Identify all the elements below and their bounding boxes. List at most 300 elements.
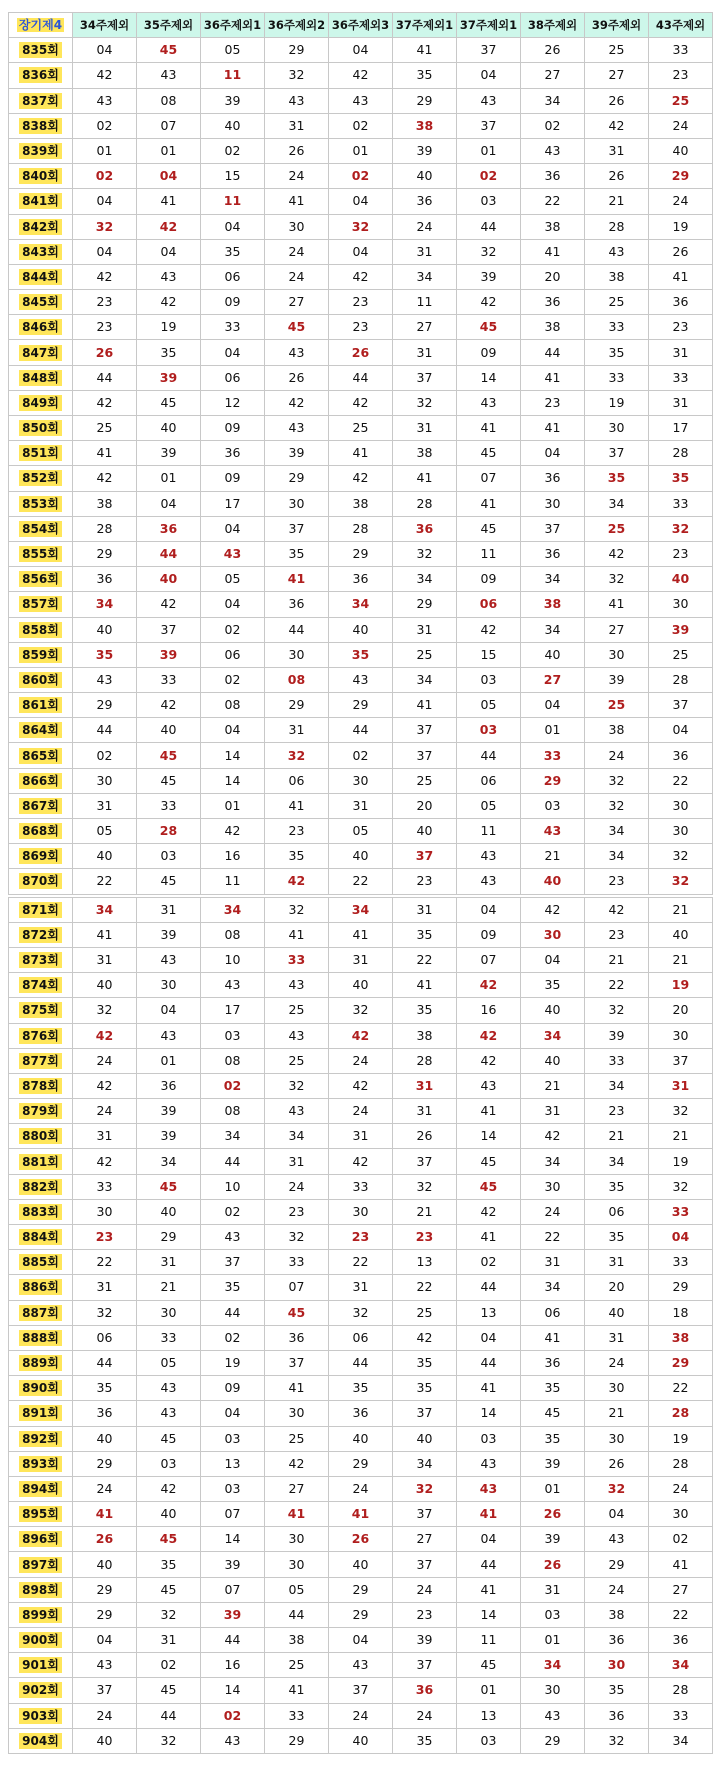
number-cell-highlighted: 02 [457,164,521,189]
number-cell: 34 [585,491,649,516]
round-label: 892회 [19,1431,62,1447]
number-cell: 32 [585,793,649,818]
number-cell: 32 [265,1073,329,1098]
number-cell: 35 [137,1552,201,1577]
round-label: 847회 [19,345,62,361]
number-cell: 40 [329,617,393,642]
number-cell: 44 [265,617,329,642]
number-cell: 31 [585,1250,649,1275]
number-cell-highlighted: 23 [393,1225,457,1250]
number-cell: 04 [137,491,201,516]
round-cell [9,491,73,516]
table-row [9,1502,713,1527]
number-cell: 35 [393,922,457,947]
number-cell: 26 [265,138,329,163]
number-cell: 42 [585,541,649,566]
number-cell: 30 [649,819,713,844]
number-cell: 39 [201,88,265,113]
number-cell: 02 [137,1653,201,1678]
number-cell: 36 [73,567,137,592]
number-cell: 39 [585,1023,649,1048]
number-cell: 01 [201,793,265,818]
table-row [9,1023,713,1048]
round-label: 883회 [19,1204,62,1220]
number-cell: 38 [73,491,137,516]
number-cell-highlighted: 03 [457,718,521,743]
number-cell: 36 [265,592,329,617]
column-header: 36주제외3 [329,13,393,38]
number-cell: 40 [585,1300,649,1325]
number-cell-highlighted: 45 [265,1300,329,1325]
number-cell: 02 [73,113,137,138]
number-cell-highlighted: 42 [73,1023,137,1048]
number-cell-highlighted: 25 [649,88,713,113]
number-cell: 02 [73,743,137,768]
round-cell [9,1073,73,1098]
number-cell: 23 [73,290,137,315]
number-cell: 37 [457,38,521,63]
number-cell-highlighted: 32 [649,869,713,894]
number-cell-highlighted: 26 [329,340,393,365]
number-cell: 43 [457,1451,521,1476]
number-cell: 43 [457,1073,521,1098]
number-cell: 36 [521,541,585,566]
number-cell: 35 [585,1225,649,1250]
exclusion-table-part1 [8,12,713,895]
table-row [9,38,713,63]
number-cell: 36 [521,466,585,491]
number-cell: 39 [521,1451,585,1476]
number-cell: 34 [585,1073,649,1098]
number-cell: 29 [329,693,393,718]
round-cell [9,998,73,1023]
number-cell: 41 [265,1678,329,1703]
number-cell: 06 [521,1300,585,1325]
number-cell: 31 [73,947,137,972]
number-cell: 25 [649,642,713,667]
table-row [9,718,713,743]
round-cell [9,947,73,972]
table-row [9,541,713,566]
number-cell: 33 [649,1703,713,1728]
number-cell-highlighted: 26 [521,1502,585,1527]
number-cell: 03 [457,1728,521,1753]
number-cell-highlighted: 38 [521,592,585,617]
number-cell: 24 [393,1703,457,1728]
round-label: 855회 [19,546,62,562]
number-cell-highlighted: 26 [329,1527,393,1552]
number-cell-highlighted: 33 [265,947,329,972]
table-row [9,239,713,264]
number-cell: 44 [457,1350,521,1375]
table-row [9,998,713,1023]
number-cell: 42 [329,264,393,289]
number-cell: 35 [393,1728,457,1753]
number-cell: 08 [201,693,265,718]
number-cell: 23 [265,1199,329,1224]
number-cell: 31 [265,113,329,138]
number-cell: 43 [329,1653,393,1678]
number-cell: 27 [585,63,649,88]
number-cell: 29 [329,1577,393,1602]
round-cell [9,793,73,818]
number-cell: 01 [137,138,201,163]
number-cell: 16 [457,998,521,1023]
number-cell: 23 [649,541,713,566]
number-cell: 33 [649,1250,713,1275]
number-cell: 43 [265,88,329,113]
number-cell-highlighted: 44 [137,541,201,566]
number-cell: 31 [329,947,393,972]
number-cell: 27 [393,1527,457,1552]
number-cell: 20 [585,1275,649,1300]
number-cell: 39 [521,1527,585,1552]
number-cell: 26 [521,38,585,63]
round-cell [9,1451,73,1476]
number-cell-highlighted: 04 [137,164,201,189]
number-cell: 36 [201,441,265,466]
round-cell [9,113,73,138]
round-label: 859회 [19,647,62,663]
number-cell: 41 [521,1325,585,1350]
number-cell: 19 [137,315,201,340]
corner-label: 장기제4 [18,18,63,33]
number-cell: 43 [457,844,521,869]
number-cell: 42 [329,63,393,88]
number-cell: 40 [73,1426,137,1451]
number-cell: 43 [521,1703,585,1728]
number-cell-highlighted: 38 [649,1325,713,1350]
number-cell-highlighted: 40 [521,869,585,894]
number-cell: 30 [329,1199,393,1224]
number-cell: 41 [265,793,329,818]
number-cell: 06 [201,365,265,390]
round-label: 886회 [19,1279,62,1295]
number-cell: 40 [73,844,137,869]
number-cell: 14 [201,1678,265,1703]
number-cell: 44 [457,743,521,768]
number-cell-highlighted: 23 [73,1225,137,1250]
round-label: 866회 [19,773,62,789]
number-cell: 35 [521,973,585,998]
number-cell: 02 [201,1199,265,1224]
number-cell: 32 [585,998,649,1023]
number-cell: 27 [265,1476,329,1501]
number-cell: 24 [329,1476,393,1501]
round-label: 865회 [19,748,62,764]
number-cell: 42 [73,264,137,289]
number-cell: 24 [329,1099,393,1124]
number-cell: 05 [201,567,265,592]
number-cell: 25 [265,1426,329,1451]
round-cell [9,642,73,667]
round-label: 889회 [19,1355,62,1371]
number-cell: 08 [137,88,201,113]
number-cell: 34 [201,1124,265,1149]
round-cell [9,1124,73,1149]
number-cell-highlighted: 40 [649,567,713,592]
number-cell: 24 [649,1476,713,1501]
number-cell: 37 [393,1552,457,1577]
number-cell-highlighted: 02 [73,164,137,189]
number-cell-highlighted: 41 [265,1502,329,1527]
number-cell: 39 [457,264,521,289]
number-cell: 26 [585,88,649,113]
number-cell: 24 [393,214,457,239]
round-cell [9,1225,73,1250]
round-label: 839회 [19,143,62,159]
number-cell-highlighted: 29 [649,1350,713,1375]
number-cell: 31 [585,1325,649,1350]
number-cell: 27 [585,617,649,642]
number-cell: 07 [265,1275,329,1300]
table-row [9,1099,713,1124]
number-cell: 30 [137,1300,201,1325]
number-cell: 09 [457,340,521,365]
round-cell [9,1602,73,1627]
round-cell [9,315,73,340]
number-cell: 32 [137,1602,201,1627]
number-cell: 29 [585,1552,649,1577]
round-label: 904회 [19,1733,62,1749]
number-cell: 05 [457,693,521,718]
number-cell: 01 [329,138,393,163]
number-cell: 41 [457,1376,521,1401]
table-row [9,768,713,793]
number-cell: 38 [265,1628,329,1653]
round-cell [9,897,73,922]
round-cell [9,164,73,189]
round-label: 884회 [19,1229,62,1245]
number-cell: 36 [649,290,713,315]
number-cell: 26 [585,164,649,189]
number-cell: 20 [393,793,457,818]
number-cell: 43 [201,1225,265,1250]
number-cell: 07 [201,1577,265,1602]
number-cell-highlighted: 31 [393,1073,457,1098]
number-cell: 11 [201,869,265,894]
number-cell: 38 [585,264,649,289]
number-cell: 21 [585,189,649,214]
round-label: 852회 [19,470,62,486]
number-cell: 43 [329,667,393,692]
number-cell: 41 [649,264,713,289]
number-cell: 41 [265,922,329,947]
number-cell: 32 [649,1099,713,1124]
number-cell: 37 [265,516,329,541]
number-cell: 09 [457,567,521,592]
round-cell [9,819,73,844]
number-cell: 42 [329,1073,393,1098]
number-cell: 04 [457,63,521,88]
number-cell: 04 [457,897,521,922]
table-row [9,1149,713,1174]
number-cell: 31 [329,1124,393,1149]
number-cell: 24 [585,743,649,768]
number-cell: 01 [521,718,585,743]
number-cell: 32 [585,768,649,793]
number-cell: 27 [265,290,329,315]
round-cell [9,1502,73,1527]
table-row [9,189,713,214]
round-cell [9,844,73,869]
number-cell: 42 [329,1149,393,1174]
table-row [9,1451,713,1476]
number-cell-highlighted: 39 [137,365,201,390]
column-header: 38주제외 [521,13,585,38]
number-cell: 30 [649,1502,713,1527]
number-cell: 37 [393,1401,457,1426]
number-cell: 30 [265,491,329,516]
round-label: 853회 [19,496,62,512]
number-cell-highlighted: 45 [137,743,201,768]
number-cell: 29 [393,592,457,617]
number-cell: 42 [457,290,521,315]
table-row [9,693,713,718]
number-cell: 37 [329,1678,393,1703]
number-cell: 13 [457,1300,521,1325]
table-row [9,1275,713,1300]
number-cell: 30 [137,973,201,998]
table-row [9,743,713,768]
number-cell: 02 [457,1250,521,1275]
number-cell-highlighted: 02 [201,1703,265,1728]
number-cell: 06 [329,1325,393,1350]
number-cell-highlighted: 43 [201,541,265,566]
number-cell: 36 [585,1703,649,1728]
number-cell: 42 [265,390,329,415]
number-cell: 36 [329,567,393,592]
number-cell: 43 [265,973,329,998]
number-cell: 35 [137,340,201,365]
number-cell: 45 [457,1149,521,1174]
number-cell: 32 [649,1174,713,1199]
number-cell: 22 [521,189,585,214]
round-cell [9,1300,73,1325]
number-cell: 35 [201,1275,265,1300]
number-cell-highlighted: 06 [457,592,521,617]
number-cell: 04 [73,189,137,214]
number-cell: 21 [393,1199,457,1224]
number-cell: 34 [393,567,457,592]
number-cell: 30 [73,768,137,793]
number-cell: 40 [201,113,265,138]
number-cell: 09 [201,466,265,491]
table-row [9,441,713,466]
number-cell-highlighted: 27 [521,667,585,692]
number-cell: 36 [521,1350,585,1375]
number-cell: 43 [457,869,521,894]
number-cell: 30 [265,1401,329,1426]
number-cell: 31 [393,897,457,922]
number-cell-highlighted: 08 [265,667,329,692]
table-row [9,290,713,315]
number-cell-highlighted: 42 [137,214,201,239]
number-cell: 04 [73,1628,137,1653]
number-cell-highlighted: 34 [521,1653,585,1678]
number-cell: 05 [329,819,393,844]
number-cell: 43 [137,1023,201,1048]
number-cell: 28 [393,1048,457,1073]
number-cell: 43 [137,1401,201,1426]
number-cell-highlighted: 40 [137,567,201,592]
number-cell: 20 [521,264,585,289]
round-label: 840회 [19,168,62,184]
round-cell [9,768,73,793]
round-label: 887회 [19,1305,62,1321]
round-cell [9,667,73,692]
number-cell: 30 [521,1174,585,1199]
number-cell: 36 [73,1401,137,1426]
number-cell: 08 [201,922,265,947]
number-cell: 43 [329,88,393,113]
number-cell: 03 [137,1451,201,1476]
round-cell [9,1426,73,1451]
number-cell: 44 [73,1350,137,1375]
number-cell-highlighted: 19 [649,973,713,998]
number-cell: 41 [137,189,201,214]
number-cell: 35 [393,998,457,1023]
number-cell: 35 [393,1376,457,1401]
table-row [9,315,713,340]
round-cell [9,1653,73,1678]
number-cell: 04 [329,239,393,264]
number-cell: 40 [329,844,393,869]
number-cell: 17 [201,491,265,516]
table-row [9,1225,713,1250]
number-cell: 29 [265,1728,329,1753]
round-cell [9,1376,73,1401]
round-cell [9,1099,73,1124]
number-cell-highlighted: 35 [329,642,393,667]
number-cell: 32 [73,998,137,1023]
number-cell: 31 [521,1099,585,1124]
number-cell-highlighted: 43 [521,819,585,844]
number-cell: 18 [649,1300,713,1325]
number-cell: 32 [73,1300,137,1325]
number-cell: 10 [201,947,265,972]
round-label: 841회 [19,193,62,209]
number-cell: 40 [521,1048,585,1073]
number-cell: 05 [265,1577,329,1602]
column-header: 34주제외 [73,13,137,38]
number-cell: 29 [265,693,329,718]
number-cell: 42 [457,1199,521,1224]
number-cell-highlighted: 41 [457,1502,521,1527]
number-cell: 01 [521,1628,585,1653]
round-label: 881회 [19,1154,62,1170]
number-cell: 33 [585,365,649,390]
round-label: 864회 [19,722,62,738]
table-row [9,1552,713,1577]
number-cell: 41 [265,189,329,214]
exclusion-table-part2 [8,897,713,1754]
number-cell: 06 [457,768,521,793]
number-cell: 24 [585,1350,649,1375]
table-row [9,1124,713,1149]
number-cell: 04 [73,239,137,264]
number-cell: 40 [393,819,457,844]
number-cell: 09 [201,416,265,441]
number-cell-highlighted: 37 [393,844,457,869]
number-cell: 43 [457,390,521,415]
table-row [9,897,713,922]
number-cell: 44 [521,340,585,365]
header-row [9,13,713,38]
number-cell: 24 [649,113,713,138]
number-cell: 29 [329,1602,393,1627]
number-cell: 29 [73,541,137,566]
